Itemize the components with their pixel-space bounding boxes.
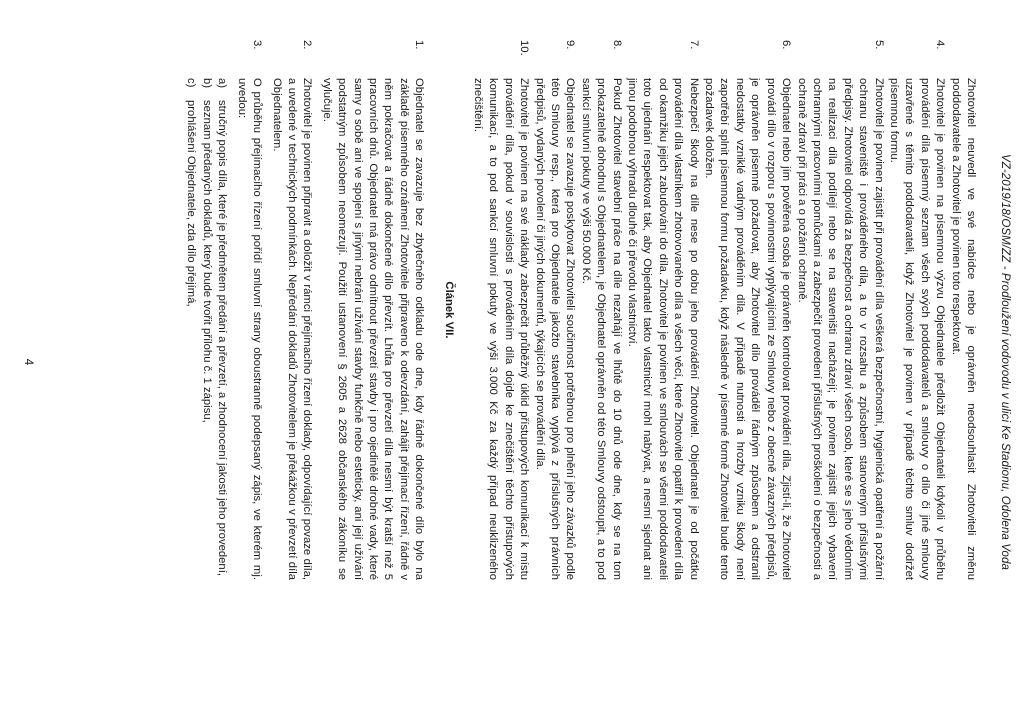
clause-number: 5. [872,40,885,50]
sub-item-letter: c) [185,78,198,88]
clause-item [947,40,978,580]
clause-number: 8. [610,40,623,50]
sub-item-letter: b) [200,78,213,89]
clause-item [531,40,577,580]
page-number: 4 [22,358,35,366]
clause-number: 9. [564,40,577,50]
clause-item [233,40,264,580]
clause-number: 4. [934,40,947,50]
clause-text: Zhotovitel je povinen zajistit při provádění díla veškerá bezpečnostní, hygienická opatření a požární ochranu staveniště i prováděného díla, a to v rozsahu a způsobem stanoveným příslušnými předpisy. Zhotovitel odpovídá za bezpečnost a ochranu zdraví všech osob, které se s jeho vědomím na realizaci díla podílejí nebo se na staveništi nacházejí; je povinen zajistit jejich vybavení ochrannými pracovními pomůckami a zabezpečit provedení příslušných proškolení o bezpečnosti a ochraně zdraví při práci a o požární ochraně. [795,78,885,580]
sub-list [183,40,229,580]
clause-text: Zhotovitel je povinen připravit a doložit v rámci přejímacího řízení doklady, odpovídající povaze díla, a uvedené v technických podmínkách. Nepředání dokladů Zhotovitelem je překážkou v převzetí díla Objednatelem. [270,78,314,580]
article-heading: Článek VII. [442,281,455,339]
article-7-list [233,40,426,580]
clause-number: 7. [687,40,700,50]
clause-text: Pokud Zhotovitel stavební práce na díle nezahájí ve lhůtě do 10 dnů ode dne, kdy se na tom prokazatelně dohodnul s Objednatelem, je Objednatel oprávněn od této Smlouvy odstoupit, a to pod sankcí smluvní pokuty ve výši 50.000 Kč. [579,78,623,580]
clause-item [268,40,314,580]
clause-text: Objednatel nebo jím pověřená osoba je oprávněn kontrolovat provádění díla. Zjistí-li, že Zhotovitel provádí dílo v rozporu s povinnostmi vyplývajícími ze Smlouvy nebo z obecně závazných předpisů, je oprávněn písemně požadovat, aby Zhotovitel dílo prováděl řádným způsobem a odstranil nedostatky vzniklé vadným prováděním díla. V případě nutnosti a hrozby vzniku škody není zapotřebí splnit písemnou formu požadavku, když následně v písemné formě Zhotovitel bude tento požadavek doložen. [703,78,793,580]
clause-text: O průběhu přejímacího řízení pořídí smluvní strany oboustranně podepsaný zápis, ve kterém mj. uvedou: [235,78,264,580]
clause-item [624,40,701,580]
sub-item-letter: a) [216,78,229,89]
clause-item [318,40,426,580]
article-6-list [470,40,978,580]
clause-item [470,40,532,580]
clause-text: Zhotovitel je povinen na písemnou výzvu Objednatele předložit Objednateli kdykoli v průběhu provádění díla písemný seznam všech svých poddodavatelů a smlouvy o dílo či jiné smlouvy uzavřené s těmito poddodavateli, když Zhotovitel je povinen v případě těchto smluv dodržet písemnou formu. [887,78,947,580]
clause-item [793,40,885,580]
clause-item [886,40,948,580]
clause-text: Nebezpečí škody na díle nese po dobu jeho provádění Zhotovitel. Objednatel je od počátku provádění díla vlastníkem zhotovovaného díla a všech věcí, které Zhotovitel opatřil k provedení díla od okamžiku jejich zabudování do díla. Zhotovitel je povinen ve smlouvách se všemi poddodavateli toto ujednání respektovat tak, aby Objednatel takto vlastnictví mohl nabývat, a nesmí sjednat ani jinou podobnou výhradu dlouhé či převodu vlastnictví. [626,78,700,580]
clause-number: 3. [251,40,264,50]
sub-item [199,78,214,580]
clause-text: Objednatel se zavazuje poskytovat Zhotoviteli součinnost potřebnou pro plnění jeho závazků podle této Smlouvy resp., která pro Objednatele jakožto stavebníka vyplývá z příslušných právních předpisů, vydaných povolení či jiných dokumentů, týkajících se provádění díla. [533,78,577,580]
clause-item [701,40,793,580]
clause-number: 2. [301,40,314,50]
page-header: VZ-2019/18/OSM/ZZ - Prodloužení vodovodu v ulici Ke Stadionu, Odolena Voda [999,153,1011,571]
sub-item [214,78,229,580]
clause-number: 6. [780,40,793,50]
clause-text: Zhotovitel je povinen na své náklady zabezpečit průběžný úklid přístupových komunikací k místu provádění díla, pokud v souvislosti s prováděním díla dojde ke znečištění těchto přístupových komunikací, a to pod sankcí smluvní pokuty ve výši 3.000 Kč za každý případ neuklizeného znečištění. [472,78,531,580]
sub-item-text: seznam předaných dokladů, který bude tvořit přílohu č. 1 zápisu, [200,100,213,423]
clause-text: Objednatel se zavazuje bez zbytečného odkladu ode dne, kdy řádně dokončené dílo bylo na základě písemného oznámení Zhotovitele připraveno k odevzdání, zahájit přejímací řízení, řádně v něm pokračovat a řádně dokončené dílo převzít. Lhůta pro převzetí díla nesmí být kratší než 5 pracovních dnů. Objednatel má právo odmítnout převzetí stavby i pro ojedinělé drobné vady, které samy o sobě ani ve spojení s jinými nebrání užívání stavby funkčně nebo esteticky, ani její užívání podstatným způsobem neomezují. Použití ustanovení § 2605 a 2628 občanského zákoníku se vylučuje. [320,78,426,580]
clause-text: Zhotovitel neuvedl ve své nabídce nebo je oprávněn neodsouhlasit Zhotoviteli změnu poddodavatele a Zhotovitel je povinen toto respektovat. [949,78,977,580]
sub-item-text: stručný popis díla, které je předmětem předání a převzetí, a zhodnocení jakosti jeho provedení, [216,100,229,576]
sub-item-text: prohlášení Objednatele, zda dílo přejímá, [185,100,198,307]
clause-number: 1. [413,40,426,50]
clause-item [577,40,623,580]
clause-number: 10. [518,40,531,56]
document-body [183,40,978,580]
sub-item [183,78,198,580]
